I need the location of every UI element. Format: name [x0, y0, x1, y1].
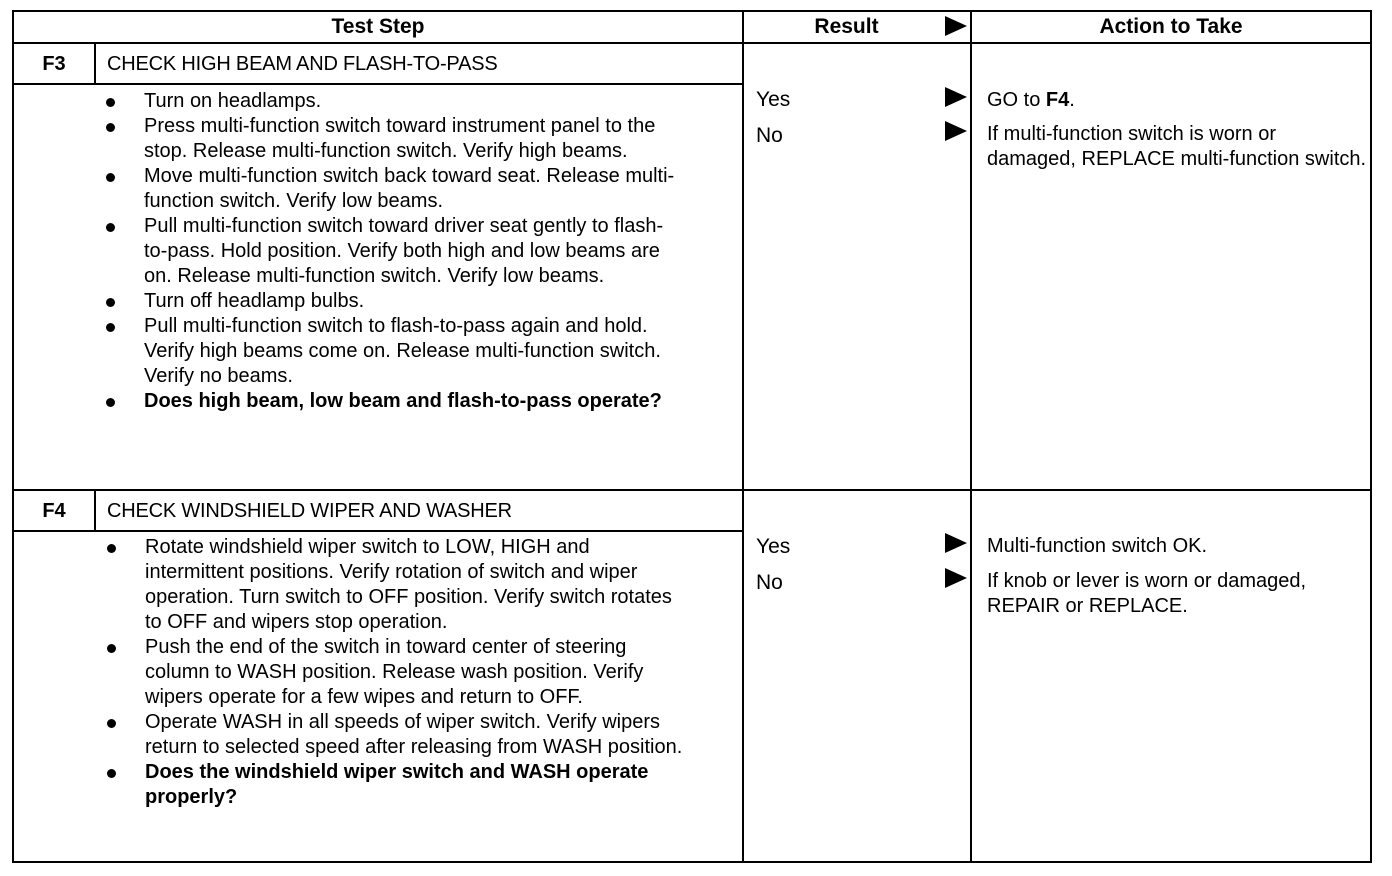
f3-step-item: Pull multi-function switch to flash-to-pass again and hold. Verify high beams come on. Release multi-function switch. Verify no beams. — [107, 314, 682, 389]
f4-action-yes: Multi-function switch OK. — [987, 535, 1208, 557]
table-left-border — [12, 10, 14, 863]
f3-result-no: No — [756, 124, 783, 147]
f3-title-rule — [12, 83, 743, 85]
f4-action-no: If knob or lever is worn or damaged, REPAIR or REPLACE. — [987, 570, 1307, 617]
f3-yes-arrow-icon — [945, 87, 967, 107]
f3-step-item: Pull multi-function switch toward driver seat gently to flash-to-pass. Hold position. Verify both high and low beams are on. Release multi-function switch. Verify low beams. — [107, 214, 682, 289]
table-right-border — [1370, 10, 1372, 863]
header-result: Result — [814, 15, 879, 38]
f3-step-list — [107, 89, 682, 414]
f3-result-yes: Yes — [756, 88, 791, 111]
f4-yes-arrow-icon — [945, 533, 967, 553]
f3-step-item: Turn off headlamp bulbs. — [107, 289, 682, 314]
f4-step-item: Push the end of the switch in toward center of steering column to WASH position. Release wash position. Verify wipers operate for a few wipes and return to OFF. — [108, 635, 683, 710]
header-arrow-icon — [945, 16, 967, 36]
f4-result-yes: Yes — [756, 535, 791, 558]
f3-no-arrow-icon — [945, 121, 967, 141]
f4-step-code: F4 — [42, 500, 66, 522]
f3-action-yes-tail: . — [1069, 89, 1075, 111]
result-action-divider — [970, 10, 972, 863]
f3-step-code: F3 — [42, 53, 66, 75]
f4-step-item: Rotate windshield wiper switch to LOW, HIGH and intermittent positions. Verify rotation of switch and wiper operation. Turn switch to OFF position. Verify switch rotates to OFF and wipers stop operation. — [108, 535, 683, 635]
f4-title-rule — [12, 530, 743, 532]
f3-code-divider — [94, 43, 96, 84]
f3-step-item: Press multi-function switch toward instrument panel to the stop. Release multi-function switch. Verify high beams. — [107, 114, 682, 164]
f3-question: Does high beam, low beam and flash-to-pass operate? — [107, 389, 664, 414]
header-action: Action to Take — [1099, 15, 1243, 38]
f3-step-item: Turn on headlamps. — [107, 89, 682, 114]
f3-step-title: CHECK HIGH BEAM AND FLASH-TO-PASS — [107, 53, 498, 75]
table-bottom-border — [12, 861, 1372, 863]
f3-action-no: If multi-function switch is worn or damaged, REPLACE multi-function switch. — [987, 123, 1367, 170]
f3-step-item: Move multi-function switch back toward seat. Release multi-function switch. Verify low beams. — [107, 164, 682, 214]
f4-step-list — [108, 535, 683, 810]
f3-f4-divider — [12, 489, 1372, 491]
f4-question: Does the windshield wiper switch and WASH operate properly? — [108, 760, 675, 810]
f3-action-yes-text: GO to — [987, 89, 1046, 111]
f3-action-yes — [987, 88, 1367, 113]
header-test-step: Test Step — [331, 15, 425, 38]
f4-step-item: Operate WASH in all speeds of wiper switch. Verify wipers return to selected speed after releasing from WASH position. — [108, 710, 683, 760]
f3-action-yes-ref: F4 — [1045, 89, 1070, 111]
step-result-divider — [742, 10, 744, 863]
f4-result-no: No — [756, 571, 783, 594]
f4-code-divider — [94, 490, 96, 531]
f4-no-arrow-icon — [945, 568, 967, 588]
f4-step-title: CHECK WINDSHIELD WIPER AND WASHER — [107, 500, 512, 522]
